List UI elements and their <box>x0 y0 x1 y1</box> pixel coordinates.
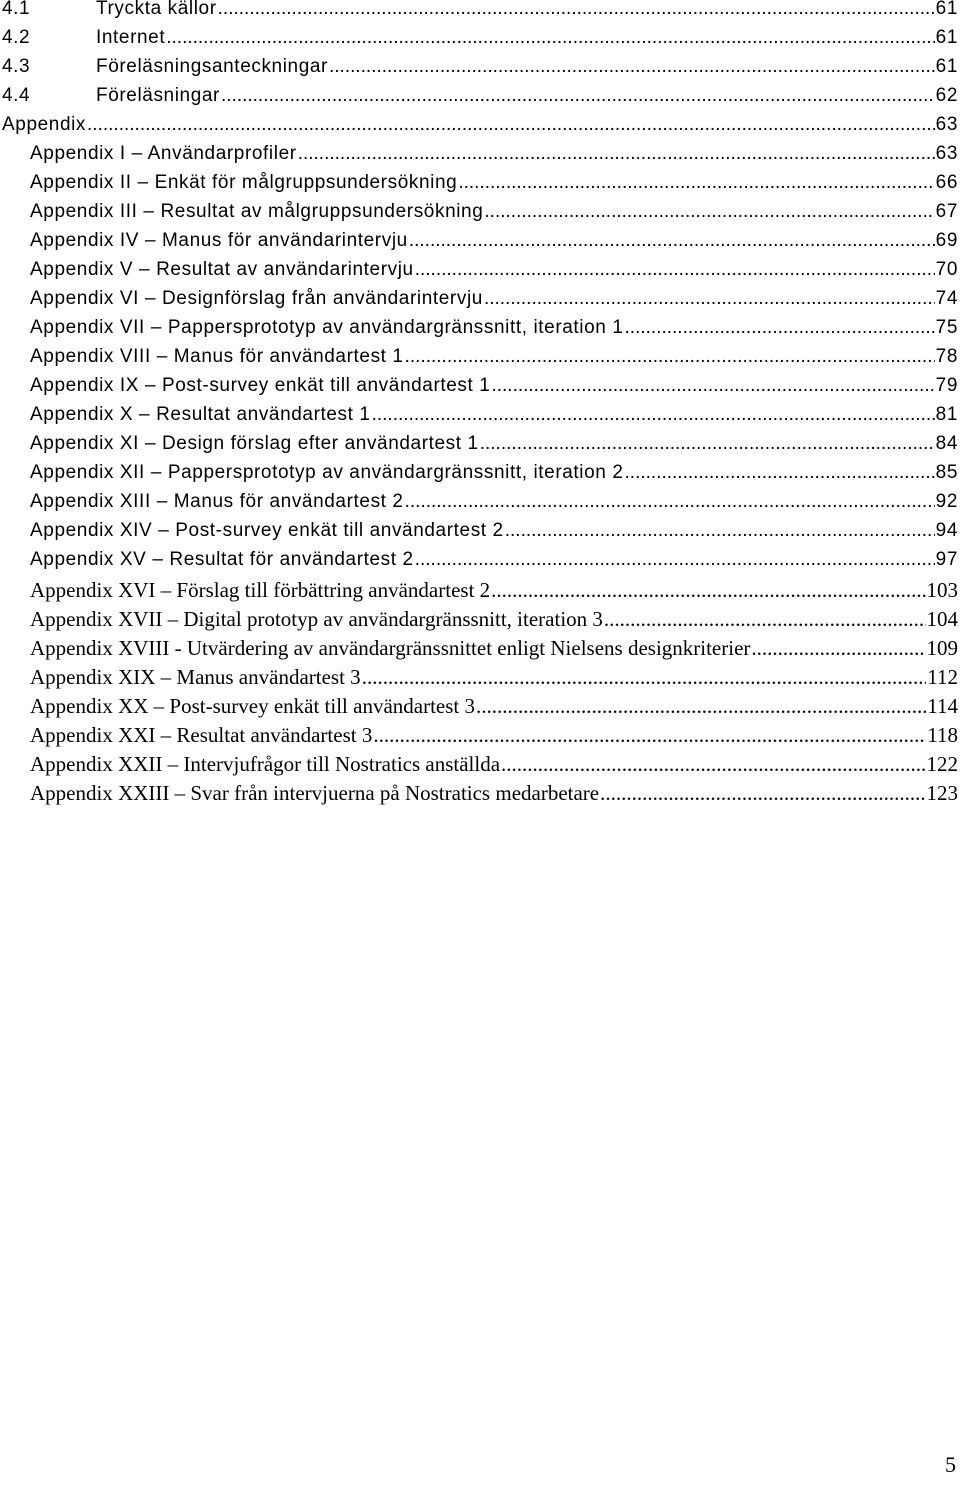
toc-leader-dots <box>751 636 925 661</box>
toc-entry-page: 109 <box>926 636 958 660</box>
toc-entry-page: 81 <box>935 404 958 425</box>
toc-entry-title: Appendix IX – Post-survey enkät till användartest 1 <box>30 375 491 396</box>
toc-entry-title: Appendix XI – Design förslag efter användartest 1 <box>30 433 479 454</box>
toc-leader-dots <box>329 56 935 78</box>
toc-leader-dots <box>405 491 935 513</box>
toc-entry-appendix-i[interactable] <box>30 143 958 165</box>
toc-entry-page: 85 <box>935 462 958 483</box>
toc-entry-page: 74 <box>935 288 958 309</box>
toc-entry-page: 75 <box>935 317 958 338</box>
toc-entry-appendix-x[interactable] <box>30 404 958 426</box>
toc-entry-title: Appendix XII – Pappersprototyp av användargränssnitt, iteration 2 <box>30 462 624 483</box>
toc-entry-title: Appendix XX – Post-survey enkät till användartest 3 <box>30 694 475 718</box>
toc-leader-dots <box>491 375 934 397</box>
toc-entry-appendix-v[interactable] <box>30 259 958 281</box>
toc-entry-title: Appendix <box>2 114 87 135</box>
toc-entry-page: 61 <box>935 27 958 48</box>
toc-entry-page: 61 <box>935 0 958 19</box>
toc-entry-page: 94 <box>935 520 958 541</box>
toc-entry-title: Föreläsningar <box>96 85 220 106</box>
toc-entry-title: Appendix IV – Manus för användarintervju <box>30 230 408 251</box>
toc-entry-page: 84 <box>935 433 958 454</box>
toc-entry-title: Appendix XIII – Manus för användartest 2 <box>30 491 404 512</box>
toc-entry-appendix-xvii[interactable] <box>30 607 958 632</box>
toc-entry-appendix-xv[interactable] <box>30 549 958 571</box>
toc-leader-dots <box>505 520 935 542</box>
toc-entry-page: 79 <box>935 375 958 396</box>
toc-entry-title: Appendix XIV – Post-survey enkät till användartest 2 <box>30 520 504 541</box>
toc-leader-dots <box>298 143 935 165</box>
toc-leader-dots <box>166 27 934 49</box>
toc-entry-page: 66 <box>935 172 958 193</box>
toc-leader-dots <box>484 201 934 223</box>
toc-entry-page: 63 <box>935 143 958 164</box>
toc-entry-title: Appendix XVIII - Utvärdering av användargränssnittet enligt Nielsens designkriterier <box>30 636 751 660</box>
toc-entry-page: 63 <box>935 114 958 135</box>
toc-entry-page: 114 <box>927 694 958 718</box>
toc-entry-appendix-xii[interactable] <box>30 462 958 484</box>
toc-entry-title: Appendix III – Resultat av målgruppsundersökning <box>30 201 484 222</box>
toc-leader-dots <box>415 549 935 571</box>
toc-entry-page: 70 <box>935 259 958 280</box>
toc-entry-title: Appendix II – Enkät för målgruppsundersökning <box>30 172 458 193</box>
toc-entry-page: 62 <box>935 85 958 106</box>
toc-entry-title: Appendix XXIII – Svar från intervjuerna på Nostratics medarbetare <box>30 781 600 805</box>
toc-entry-4-2[interactable] <box>2 27 958 49</box>
toc-leader-dots <box>501 752 925 777</box>
toc-entry-appendix-xix[interactable] <box>30 665 958 690</box>
toc-entry-title: Appendix I – Användarprofiler <box>30 143 297 164</box>
toc-entry-number: 4.3 <box>2 56 31 77</box>
toc-entry-title: Appendix XV – Resultat för användartest 2 <box>30 549 414 570</box>
toc-leader-dots <box>415 259 935 281</box>
toc-entry-appendix-vii[interactable] <box>30 317 958 339</box>
toc-entry-appendix-xi[interactable] <box>30 433 958 455</box>
toc-entry-page: 69 <box>935 230 958 251</box>
toc-entry-page: 118 <box>927 723 958 747</box>
toc-leader-dots <box>362 665 927 690</box>
toc-entry-appendix[interactable] <box>2 114 958 136</box>
toc-entry-title: Appendix VI – Designförslag från användarintervju <box>30 288 483 309</box>
toc-entry-4-3[interactable] <box>2 56 958 78</box>
page-number: 5 <box>945 1452 956 1477</box>
toc-entry-page: 78 <box>935 346 958 367</box>
toc-entry-appendix-xxii[interactable] <box>30 752 958 777</box>
toc-leader-dots <box>221 85 935 107</box>
toc-entry-4-1[interactable] <box>2 0 958 20</box>
toc-entry-title: Appendix XIX – Manus användartest 3 <box>30 665 361 689</box>
toc-leader-dots <box>87 114 935 136</box>
toc-entry-page: 103 <box>926 578 958 602</box>
toc-entry-title: Appendix XXII – Intervjufrågor till Nostratics anställda <box>30 752 501 776</box>
toc-entry-title: Appendix XXI – Resultat användartest 3 <box>30 723 373 747</box>
toc-entry-page: 112 <box>927 665 958 689</box>
toc-entry-page: 61 <box>935 56 958 77</box>
toc-entry-title: Internet <box>96 27 166 48</box>
toc-leader-dots <box>218 0 935 20</box>
toc-entry-appendix-viii[interactable] <box>30 346 958 368</box>
toc-entry-title: Appendix XVI – Förslag till förbättring användartest 2 <box>30 578 491 602</box>
toc-entry-title: Appendix VII – Pappersprototyp av användargränssnitt, iteration 1 <box>30 317 624 338</box>
toc-entry-appendix-xxi[interactable] <box>30 723 958 748</box>
toc-entry-page: 122 <box>926 752 958 776</box>
toc-leader-dots <box>373 723 926 748</box>
toc-leader-dots <box>604 607 926 632</box>
toc-entry-title: Tryckta källor <box>96 0 217 19</box>
toc-entry-appendix-xx[interactable] <box>30 694 958 719</box>
toc-entry-appendix-xiii[interactable] <box>30 491 958 513</box>
toc-entry-appendix-vi[interactable] <box>30 288 958 310</box>
toc-leader-dots <box>484 288 935 310</box>
toc-entry-appendix-xxiii[interactable] <box>30 781 958 806</box>
toc-leader-dots <box>491 578 925 603</box>
toc-leader-dots <box>458 172 934 194</box>
toc-leader-dots <box>625 317 935 339</box>
toc-entry-appendix-iv[interactable] <box>30 230 958 252</box>
toc-leader-dots <box>476 694 926 719</box>
toc-leader-dots <box>600 781 925 806</box>
toc-leader-dots <box>409 230 935 252</box>
toc-entry-page: 123 <box>926 781 958 805</box>
toc-leader-dots <box>372 404 935 426</box>
toc-entry-4-4[interactable] <box>2 85 958 107</box>
toc-entry-number: 4.1 <box>2 0 31 19</box>
toc-entry-title: Appendix X – Resultat användartest 1 <box>30 404 371 425</box>
toc-entry-appendix-iii[interactable] <box>30 201 958 223</box>
toc-entry-page: 104 <box>926 607 958 631</box>
toc-entry-appendix-xiv[interactable] <box>30 520 958 542</box>
toc-entry-title: Föreläsningsanteckningar <box>96 56 328 77</box>
toc-entry-title: Appendix V – Resultat av användarintervju <box>30 259 414 280</box>
toc-entry-title: Appendix XVII – Digital prototyp av användargränssnitt, iteration 3 <box>30 607 603 631</box>
toc-entry-appendix-ix[interactable] <box>30 375 958 397</box>
toc-entry-page: 97 <box>935 549 958 570</box>
toc-entry-appendix-xviii[interactable] <box>30 636 958 661</box>
toc-leader-dots <box>480 433 935 455</box>
toc-leader-dots <box>625 462 935 484</box>
toc-entry-appendix-xvi[interactable] <box>30 578 958 603</box>
toc-entry-title: Appendix VIII – Manus för användartest 1 <box>30 346 404 367</box>
toc-entry-number: 4.4 <box>2 85 31 106</box>
toc-entry-number: 4.2 <box>2 27 31 48</box>
toc-entry-page: 67 <box>935 201 958 222</box>
toc-entry-appendix-ii[interactable] <box>30 172 958 194</box>
toc-entry-page: 92 <box>935 491 958 512</box>
toc-leader-dots <box>405 346 935 368</box>
